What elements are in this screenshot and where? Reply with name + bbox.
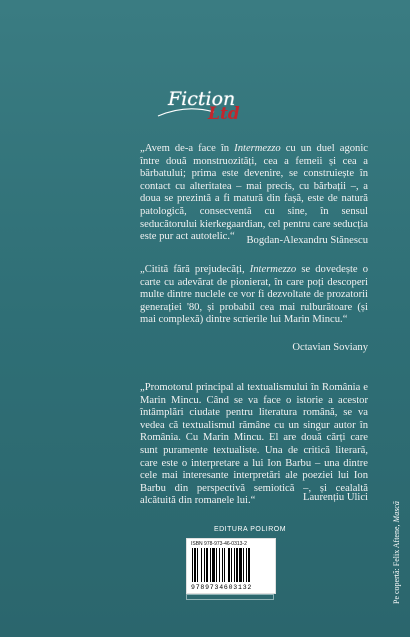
logo-fiction-text: Fiction bbox=[168, 88, 236, 110]
quote-2-part-1: „Citită fără prejudecăți, bbox=[140, 264, 250, 275]
cover-credit-prefix: Pe copertă: Felix Aftene, bbox=[392, 522, 401, 604]
quote-1-author: Bogdan-Alexandru Stănescu bbox=[246, 235, 368, 246]
price-strip bbox=[186, 594, 274, 600]
quote-1 bbox=[140, 143, 368, 244]
quote-3-author: Laurențiu Ulici bbox=[302, 492, 368, 503]
isbn-barcode bbox=[186, 538, 276, 594]
quote-2-book-title: Intermezzo bbox=[249, 264, 297, 275]
quote-1-part-3: cu un duel agonic între două monstruozități, cea a femeii și cea a bărbatului; prima este devenire, se construiește în contact cu alteritatea – mai precis, cu bărbații –, a doua se prezintă a fi matură din fașă, este de natură patologică, consecventă cu sine, în sensul seducătorului kierkegaardian, cel pentru care seducția este pur act autotelic.“ bbox=[140, 143, 368, 243]
publisher-name: EDITURA POLIROM bbox=[213, 526, 287, 533]
quote-1-part-1: „Avem de-a face în bbox=[140, 143, 235, 154]
quote-3 bbox=[140, 382, 368, 508]
logo-ltd-text: Ltd bbox=[208, 104, 240, 124]
isbn-label: ISBN 978-973-46-0313-2 bbox=[191, 541, 247, 547]
quote-2 bbox=[140, 264, 368, 327]
cover-credit-title: Mască bbox=[392, 501, 401, 523]
fiction-ltd-logo bbox=[0, 88, 410, 128]
quote-3-text: „Promotorul principal al textualismului în România e Marin Mincu. Când se va face o istorie a acestor întâmplări ciudate pentru literatura română, se va vedea că textualismul rămâne cu un singur autor în România. Cu Marin Mincu. El are două cărți care sunt puramente textualiste. Una de critică literară, care este o interpretare a lui Ion Barbu – una dintre cele mai interesante interpretări ale poeziei lui Ion Barbu din perspectivă semiotică –, și cealaltă alcătuită din romanele lui.“ bbox=[140, 382, 368, 507]
quote-1-book-title: Intermezzo bbox=[234, 143, 281, 154]
quote-2-part-3: se dovedește o carte cu adevărat de pionierat, în care poți descoperi multe dintre nuclele ce vor fi dezvoltate de prozatorii generației '80, și probabil cea mai rulburătoare (și mai complexă) dintre scrierile lui Marin Mincu.“ bbox=[140, 264, 368, 326]
barcode-icon bbox=[192, 548, 270, 582]
cover-credit bbox=[392, 501, 401, 604]
quote-2-author: Octavian Soviany bbox=[292, 342, 368, 353]
barcode-number: 9789734603132 bbox=[191, 584, 253, 591]
